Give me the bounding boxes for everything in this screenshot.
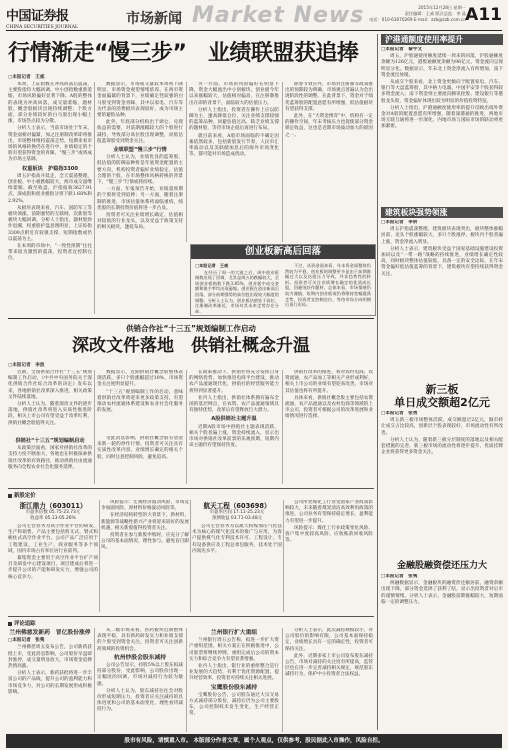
mid-headline: 深改文件落地 供销社概念升温 xyxy=(72,336,310,356)
feature-box: 创业板新高后回落 □本报记者 王威 在经历了周一的大涨之后，周中创业板指数出现了回调，尤其是周五的跌幅较大，全周创业板指数下跌3.85%，创业板中成交金额和换手率均出现萎缩。创业板在创出新高后回落，部分前期强势的高位股出现较大幅度的调整。分析人士认为，创业板估值处于高位，注册制改革渐近，市场对其未来走势存在分歧。 不过，从资金面来看，年末资金面整体仍然较为平稳，创业板的调整更多是由于前期涨幅过大以及估值压力导致，并非趋势性的转折。投资者可关注业绩增长确定的优质成长股，回避纯炒作题材。总体来看，市场情绪仍较为谨慎，短期内创业板或仍将维持宽幅震荡走势，投资者宜控制仓位，等待市场方向明朗后再行布局。 xyxy=(190,244,376,316)
bottom-col-2: 从二级市场来看，医药板块近期整体表现平稳，具有新药研发实力和业绩支撑的个股受到资金关注，投资者可关注创新药领域的投资机会。 杭州炒股会股东减持 公司公告显示，持股5%以上股东拟减持部分股份，受此影响，公司股价出现一定幅度的回调，市场对减持行为较为敏感。 分析人士认为，股东减持往往会对股价形成短期压力，投资者应关注减持的具体进度和公司的基本面变化，理性看待减持行为。 xyxy=(97,628,183,713)
article-col-1: 本周，上证指数在冲高回落后震荡，主要股指均大幅回调。中小创指数重新萎缩，市场风险偏好显著下降。A股的整体的表现为冲高回落，成交量萎缩，题材股、概念股板块出现持续调整；个股方面，部分业绩较好的白马股出现小幅上涨，市场热点较为分散。 分析人士表示，当前市场处于年末，资金面相对偏紧，加之注册制改革即将推出，市场整体维持震荡走势，短期来看市场的风格转换仍在进行中，业绩稳定的个股有望获得资金的青睐，“慢三步”或将成为市场主基调。 权重板块 护稳指3300 周五沪指高开低走，全天震荡整理，创业板、中小板跌幅较大，两市成交量继续萎缩。截至收盘，沪指报收3627.91点，深成指和创业板指分别下跌1.68%和2.92%。 从板块表现来看，汽车、国防军工等板块领涨，前期强势的互联网、次新股等板块大幅回调。分析人士指出，题材股炒作退潮，权重股护盘意图明显，上证综指3300点附近有较强支撑，短期指数或仍以震荡为主。 在本周的市场中，“一致性预期”往往带来较为激烈的震荡，投资者宜控制仓位。 xyxy=(8,82,92,262)
stock-card-2: 航天工程（603698） 市盈率区间 17.11-25.23元 预测收益 03.71-03.48元 公司主营业务为以航天粉煤加压气化技术为核心的煤气化技术的推广与应用，为客户提供煤气化专利技术许可、工程设计、专有设备供应及工程总承包服务，技术处于国内领先水平。 xyxy=(192,502,282,554)
page-number: A11 xyxy=(465,5,502,25)
risk-disclaimer-footer: 股市有风险，请慎重入市。 本版部分作者文章，属个人观点，仅供参考，股民据此入市操作，风险自担。 xyxy=(6,734,502,748)
bottom-section-tag: 评论追踪 xyxy=(8,619,36,627)
right-heading-3: 新三板 单日成交额超2亿元 xyxy=(394,383,490,409)
article-col-4: 除春节效应外，市场对注册制等政策推出的预期较为明确，市场观点普遍认为会出现阶段性的调整。在此背景下，资金对于绩优蓝筹股的配置意愿有所增强，低估值板块有望获得支撑。 此外，在“大资金博弈”中，机构有一定的操作空间，年末考核压力也促使部分资金锁定收益，这也是近期市场波动加大的原因之一。 xyxy=(285,82,373,138)
right-heading-4: 金融股融资偿还压力大 xyxy=(396,561,487,571)
main-headline: 行情渐走“慢三步” 业绩联盟获追捧 xyxy=(8,41,359,66)
stock-card-2-cont: 公司所处煤化工行业受国家产业政策影响较大，未来随着煤炭清洁高效利用政策的推进，公司业务有望保持稳定增长，盈利能力有望进一步提升。 风险提示：煤化工行业政策变化风险、客户集中度较高风险、应收账款回收风险等。 xyxy=(285,500,373,544)
mid-col-4: 供销社改革的推进，将对农村电商、农资流通、农产品加工等相关产业形成利好，相关上市公司的业绩有望迎来改善，市场对其估值也将有所提升。 具体来看，供销社概念股主要包括农资流通、农产品流通以及农村电商等领域的上市公司，投资者可根据公司的改革进展和业绩情况进行选择。 xyxy=(285,370,373,420)
bottom-col-1: 兰州佛慈发新药 冒亿股份涨停 □本报记者 张隽 兰州佛慈周五发布公告，公司新药获批上市，受此消息影响，公司股价早盘即封涨停，成交量明显放大，市场资金追捧热情高涨。 分析人士表示，新药获批将进一步丰富公司的产品线，提升公司的盈利能力和市场竞争力，对公司的长期发展形成积极影响。 xyxy=(8,630,92,695)
main-byline: □本报记者 王威 xyxy=(8,75,45,80)
article-col-2: 数据显示，市场成交量较本周初下降明显，市场资金观望情绪浓厚。在两市资金面偏紧的背景下，业绩确定性较强的白马股受到资金青睐，其中以家电、汽车等为代表的消费板块表现较好，成为市场主要的避险品种。 此外，年底部分机构出于调仓、兑现收益的需要，对前期涨幅较大的个股进行减持，导致部分高位股出现调整，而低估值蓝筹股受到资金关注。 业绩联盟“慢三步”行情 分析人士认为，业绩优良的蓝筹股、低估值的防御品种将是年底资金配置的主要方向，机构投资者偏好业绩稳定、估值合理的个股，在市场整体风格转换的背景下，“慢三步”行情或将持续。 一方面，年报预告开始，业绩超预期的个股将受到追捧；另一方面，随着注册制的推进，市场估值体系将面临重构，绩优股的长期投资价值将进一步凸显。 投资者可关注业绩增长确定、估值相对较低的行业龙头，以及受益于政策支持的相关板块，逢低布局。 xyxy=(97,82,183,231)
mid-byline: □本报记者 李波 xyxy=(8,363,45,368)
masthead xyxy=(6,2,502,32)
feature-box-title: 创业板新高后回落 xyxy=(191,245,375,259)
mid-kicker: 供销合作社“十三五”规划编制工作启动 xyxy=(126,324,256,333)
stocks-section-tag: 新股定价 xyxy=(8,491,36,499)
mid-col-1: 近期，全国供销合作社“十三五”规划编制工作启动，《中共中央国务院关于深化供销合作社综合改革的决定》发布以来，各地供销社改革深入推进，相关政策文件陆续落地。 分析人士认为，随着深改文件的逐步落地，供销社改革将进入实质性推进阶段，相关上市公司有望受益于改革红利，供销社概念股值得关注。 xyxy=(8,370,92,426)
bottom-col-3: 兰州银行扩大重组 兰州银行周五公告称，拟进一步扩大资产重组范围，相关方案正在积极推进中，公司股票将继续停牌，重组完成后公司的资本实力和综合竞争力有望显著增强。 业内人士指出，银行业的重组整合是行业发展的大趋势，有利于优化资源配置、提升经营效率，投资者可持续关注相关进展。 宝鹰股份股东减持 宝鹰股份公告，公司股东通过大宗交易方式减持部分股份，减持后仍为公司主要股东，公司控制权未发生变化，生产经营正常。 xyxy=(189,630,279,717)
right-heading-1: 沪港通额度使用率提升 xyxy=(381,34,503,45)
stock-card-1: 浙江鼎力（603011） 市盈率倍数 05.75-23.73元 收益率 05.13-05.26% 公司主营业务为高空作业平台的研发、生产和销售，产品主要包括剪叉式、臂式和桅柱式高空作业平台。公司产品广泛应用于工程建设、工业生产、商业服务等多个领域，国内市场占有率位居行业前列。 募集资金主要用于高空作业平台扩产项目及研发中心建设项目，项目建成后将进一步提升公司的产能和研发实力，增强公司的核心竞争力。 xyxy=(8,502,98,580)
mid-col-1b: 供销社“十三五”规划编制启动 从政策层面看，国家对供销社改革的支持力度不断加大，各地也在积极探索供销社改革的有效路径，推动供销社由流通服务向全程农业社会化服务延伸。 xyxy=(8,438,92,470)
mid-col-3: 在政策推动下，供销社将充分发挥自身的网络优势，加快推进电商平台建设，推动农产品流通现代化，供销社的经营服务能力将得到显著提升。 业内人士指出，供销社体系拥有遍布全国的基层网点，在农资、农产品流通领域具有独特优势，改革后有望释放巨大潜力。 A股供销社主题升温 近期A股市场中供销社主题表现活跃，相关个股普遍上涨，资金持续流入，显示出市场对供销社改革前景的乐观预期，短期内该主题仍有望保持热度。 xyxy=(189,370,279,449)
mid-col-2b: 受此消息影响，供销社概念股有望迎来新一轮的炒作行情，投资者可关注具有实质性改革内容、业绩增长确定的相关个股，同时注意控制风险，避免追高。 xyxy=(97,436,183,460)
right-heading-2: 建筑板块强势领涨 xyxy=(381,207,503,218)
section-title: 市场新闻 xyxy=(126,11,182,27)
bottom-col-4: 分析人士表示，此次减持规模较小，对公司股价的影响有限，公司基本面保持稳定，业绩增长具有一定的确定性，投资者可保持关注。 此外，近期多家上市公司发布股东减持公告，市场对减持的关注度有所提高，监管层也在进一步完善减持相关规定，规范股东减持行为，保护中小投资者合法权益。 xyxy=(285,628,373,678)
section-title-en: Market News xyxy=(192,3,365,28)
edition-info: 2015年12月28日 星期一 责任编辑：王威 版式总监：李 晶 电话：010-63070269 E-mail：zzb@zzb.com.cn xyxy=(369,5,466,22)
article-col-3: 另一方面，市场的风险偏好在明显下降，资金大幅流出中小创板块。创业板今年以来涨幅较大，估值相对偏高，在注册制推出在即的背景下，面临较大的估值压力。 分析人士指出，投资者在操作上应以防御为主，逢高降低仓位，关注业绩支撑较强的蓝筹品种，回避估值过高、缺乏业绩支撑的题材股，等待市场企稳后再进行布局。 就目前来看，A股市场面临的不确定因素依然较多，包括新股发行节奏、人民币汇率波动以及美联储加息后的海外市场变化等，都可能对市场造成扰动。 xyxy=(189,82,279,158)
newspaper-logo: 中国证券报 CHINA SECURITIES JOURNAL xyxy=(6,9,78,30)
mid-col-2: 数据显示，近期供销社概念股整体表现活跃，多只个股涨幅超过10%，市场资金关注度明显提升。 “十三五”规划编制工作的启动，意味着供销社改革将迎来更多政策支持，有望推动农村流通体系建设和农业社会化服务的发展。 xyxy=(97,370,183,414)
stock-card-1-cont: 风险提示：宏观经济波动风险、市场竞争加剧风险、原材料价格波动风险等。 在经济结构转型的大背景下，新材料、新能源等战略性新兴产业将迎来较好的发展机遇，相关新股值得投资者关注。 投资者在参与新股申购时，应充分了解公司的基本面情况，理性参与，避免盲目跟风。 xyxy=(101,500,189,551)
